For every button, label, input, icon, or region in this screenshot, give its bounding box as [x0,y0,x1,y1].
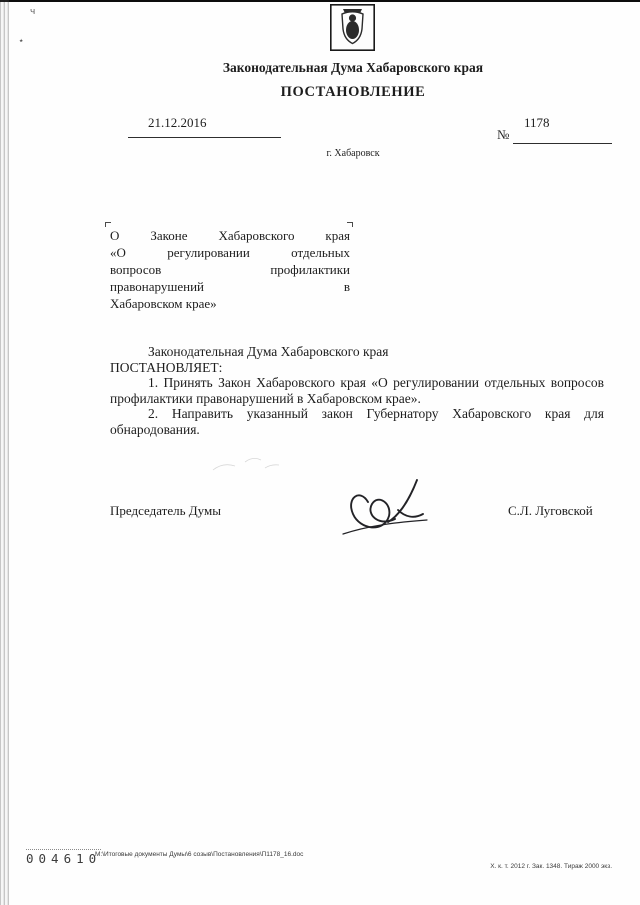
coat-of-arms-icon [330,4,375,51]
date-underline [128,137,281,138]
scan-left-edge-artifact [0,0,9,905]
number-sign: № [497,127,510,142]
scan-artifact: ٭ [19,36,24,45]
subject-line: Хабаровском крае» [110,296,217,311]
corner-mark-left-icon [105,222,111,227]
body-paragraph: Законодательная Дума Хабаровского края [148,344,389,359]
resolution-body [110,344,604,438]
registration-stamp-number: 004610 [26,851,102,866]
subject-line: правонарушений в [110,279,350,294]
signer-name: С.Л. Луговской [508,503,593,518]
signer-position: Председатель Думы [110,503,221,518]
body-paragraph: 1. Принять Закон Хабаровского края «О регулировании отдельных вопросов профилактики правонарушений в Хабаровском крае». [110,375,604,406]
organization-name: Законодательная Дума Хабаровского края [222,60,484,75]
document-number: 1178 [524,115,550,130]
document-subject-block [110,227,350,312]
document-file-path: М:\Итоговые документы Думы\6 созыв\Постановления\П1178_16.doc [95,851,304,858]
subject-line: вопросов профилактики [110,262,350,277]
body-paragraph: 2. Направить указанный закон Губернатору Хабаровского края для обнародования. [110,406,604,437]
subject-line: «О регулировании отдельных [110,245,350,260]
number-underline [513,143,612,144]
document-type-title: ПОСТАНОВЛЕНИЕ [280,84,426,100]
corner-mark-right-icon [347,222,353,227]
document-date: 21.12.2016 [148,115,207,130]
document-city: г. Хабаровск [326,148,380,159]
body-paragraph: ПОСТАНОВЛЯЕТ: [110,359,223,375]
scan-artifact: ч [30,7,36,17]
print-run-info: Х. к. т. 2012 г. Зак. 1348. Тираж 2000 экз. [490,863,612,870]
pencil-smudge-artifact [205,450,295,480]
subject-line: О Законе Хабаровского края [110,228,350,243]
scan-top-edge-artifact [0,0,640,2]
handwritten-signature [328,470,440,552]
